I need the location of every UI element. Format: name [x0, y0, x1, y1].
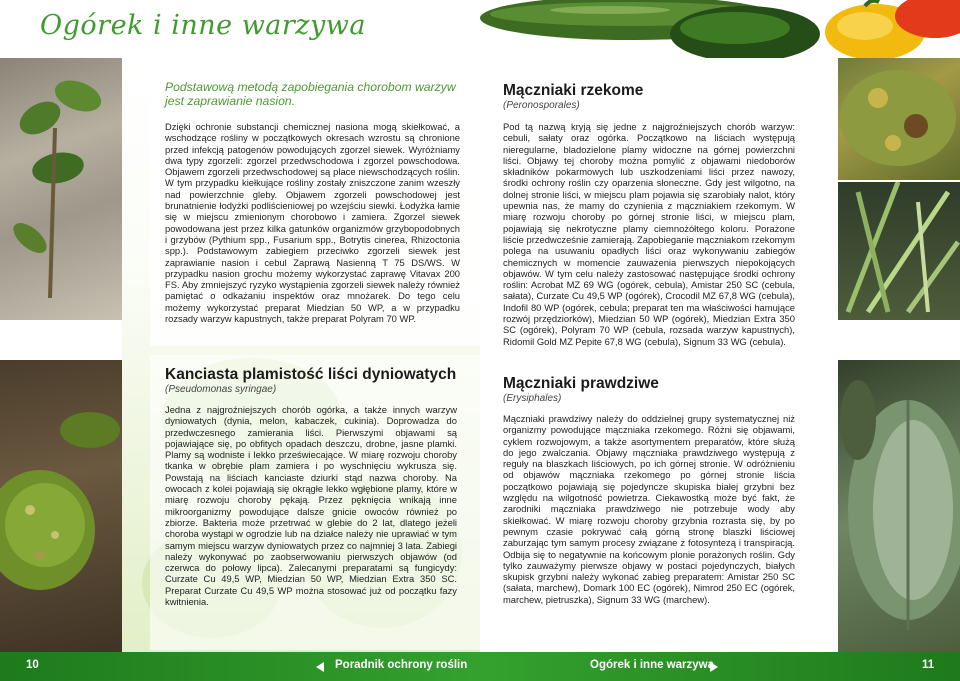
photo-onion-leaves: [838, 182, 960, 320]
footer-bar: [0, 652, 960, 681]
page-number-right: 11: [922, 659, 935, 671]
section-latin-maczniaki-rzekome: (Peronosporales): [503, 100, 580, 111]
intro-lead: Podstawową metodą zapobiegania chorobom warzyw jest zaprawianie nasion.: [165, 80, 456, 108]
brand-title: Ogórek i inne warzywa: [40, 10, 366, 41]
arrow-right-icon: [710, 662, 718, 672]
vegetables-banner: [480, 0, 960, 58]
vegetables-illustration: [480, 0, 960, 58]
section-latin-maczniaki-prawdziwe: (Erysiphales): [503, 393, 562, 404]
arrow-left-icon: [316, 662, 324, 672]
section-latin-kanciasta: (Pseudomonas syringae): [165, 384, 277, 395]
section-body-maczniaki-rzekome: Pod tą nazwą kryją się jedne z najgroźniejszych chorób warzyw: cebuli, sałaty oraz ogórka. Początkowo na liściach występują nieregularne, bladozielone plamy widoczne na górnej powierzchni liści. Objawy tej choroby można pomylić z objawami niedoborów składników pokarmowych lub uszkodzeniami liści przez nawozy, środki ochrony roślin czy oparzenia słoneczne. Gdy jest wilgotno, na dolnej stronie liści, w miejscu plam pojawia się szarobiały nalot, który upewnia nas, że mamy do czynienia z mączniakiem rzekomym. W miarę rozwoju choroby po górnej stronie liści, w miejscu plam, pojawiają się nekrotyczne plamy ciemnożółtego koloru. Porażone liście przedwcześnie zamierają. Zapobieganie mączniakom rzekomym polega na usuwaniu opadłych liści oraz wykonywaniu zabiegów chemicznych w momencie zauważenia pierwszych niepokojących objawów. W tym celu należy zastosować następujące środki ochrony roślin: Acrobat MZ 69 WG (ogórek, cebula), Amistar 250 SC (cebula, sałata), Curzate Cu 49,5 WP (ogórek), Crocodil MZ 67,8 WG (cebula), Indofil 80 WP (ogórek, cebula; preparat ten ma właściwości hamujące rozwój przędziorków), Miedzian 50 WP (ogórek), Miedzian Extra 350 SC (ogórek), Polyram 70 WP (cebula, rozsada warzyw kapustnych), Ridomil Gold MZ Pepite 67,8 WG (cebula), Signum 33 WG (cebula).: [503, 121, 795, 347]
photo-powdery-mildew-leaf: [838, 360, 960, 652]
section-title-maczniaki-rzekome: Mączniaki rzekome: [503, 82, 644, 99]
intro-body: Dzięki ochronie substancji chemicznej nasiona mogą skiełkować, a wschodzące rośliny w początkowych okresach wzrostu są chronione przed infekcją patogenów powodujących zgorzel siewek. Wyróżniamy dwa typy zgorzeli: zgorzel przedwschodowa i zgorzel powschodowa. Objawem zgorzeli przedwschodowej są place niewschodzących roślin. W tym przypadku kiełkujące rośliny zostały zniszczone zanim wzeszły nad powierzchnie gleby. Objawem zgorzeli powschodowej jest brunatnienie łodyżki podliścieniowej po wzejściu siewki. Łodyżka łamie się w miejscu zmienionym chorobowo i zamiera. Zgorzel siewek powodowana jest przez kilka gatunków organizmów grzybopodobnych i grzybów (Pythium spp., Fusarium spp., Botrytis cinerea, Rhizoctonia spp.). Podstawowym zabiegiem przeciwko zgorzeli siewek jest zaprawianie nasion i cebul Zaprawą Nasienną T 75 DS/WS. W przypadku nasion grochu możemy wykorzystać zaprawę Vitavax 200 FS. Aby zmniejszyć ryzyko wystąpienia zgorzeli siewek należy również pamiętać o odkażaniu inspektów oraz mnożarek. Do tego celu możemy wykorzystać preparat Miedzian 50 WP, a w przypadku rozsady warzyw kapustnych, także preparat Polyram 70 WP.: [165, 121, 460, 325]
photo-seedling-damping-off: [0, 58, 122, 320]
page-number-left: 10: [26, 659, 39, 671]
footer-title-left: Poradnik ochrony roślin: [335, 659, 468, 671]
section-title-maczniaki-prawdziwe: Mączniaki prawdziwe: [503, 375, 659, 392]
section-title-kanciasta: Kanciasta plamistość liści dyniowatych: [165, 366, 457, 383]
section-body-kanciasta: Jedna z najgroźniejszych chorób ogórka, a także innych warzyw dyniowatych (dynia, melon, kabaczek, cukinia). Doprowadza do przedwczesnego zamierania liści. Pierwszymi objawami są pojawiające się, po obfitych opadach deszczu, drobne, jasne plamki. Plamy są wodniste i lekko przeświecające. W miarę rozwoju choroby tkanka w obrębie plam zamiera i po wyschnięciu wykrusza się. Powstają na liściach kanciaste dziurki stąd nazwa choroby. Na owocach z kolei pojawiają się okrągłe lekko wgłębione plamy, które w miarę rozwoju choroby pękają. Przez pęknięcia wnikają inne mikroorganizmy powodujące dalsze gnicie owoców również po zbiorze. Bakteria może przetrwać w glebie do 2 lat, dlatego jeżeli choroba wystąpi w ogrodzie lub na działce należy nie uprawiać w tym samym miejscu warzyw dyniowatych przez co najmniej 3 lata. Zabiegi należy wykonywać po zaobserwowaniu pierwszych objawów (od czerwca do połowy lipca). Zalecanymi preparatami są fungicydy: Curzate Cu 49,5 WP, Miedzian 50 WP, Miedzian Extra 350 SC. Preparat Curzate Cu 49,5 WP można stosować już od początku fazy kwitnienia.: [165, 404, 457, 608]
photo-angular-leaf-spot: [0, 360, 122, 652]
section-body-maczniaki-prawdziwe: Mączniaki prawdziwy należy do oddzielnej grupy systematycznej niż organizmy powodujące mączniaka rzekomego. Różni się objawami, cyklem rozwojowym, a także asortymentem preparatów, które służą do jego zwalczania. Objawy mączniaka prawdziwego występują z reguły na blaszkach liściowych, po ich górnej stronie. W odróżnieniu od objawów mączniaka rzekomego po górnej stronie liścia początkowo pojawiają się pojedyncze skupiska białej grzybni bez względu na wilgotność powietrza. Ciekawostką może być fakt, że zarodniki mączniaka prawdziwego nie potrzebuje wody aby skiełkować. W miarę rozwoju choroby grzybnia rozrasta się, by po pewnym czasie pokrywać całą górną stronę blaszki liściowej zaburzając tym samym procesy związane z fotosyntezą i transpiracją. Odbija się to negatywnie na końcowym plonie porażonych roślin. Gdy tylko zauważymy pierwsze objawy w postaci pojedynczych, białych skupisk grzybni należy wykonać zabieg preparatem: Amistar 250 SC (sałata, marchew), Domark 100 EC (ogórek), Nimrod 250 EC (ogórek, marchew, pietruszka), Signum 33 WG (marchew).: [503, 413, 795, 605]
photo-downy-mildew-leaf: [838, 58, 960, 180]
footer-title-right: Ogórek i inne warzywa: [590, 659, 714, 671]
